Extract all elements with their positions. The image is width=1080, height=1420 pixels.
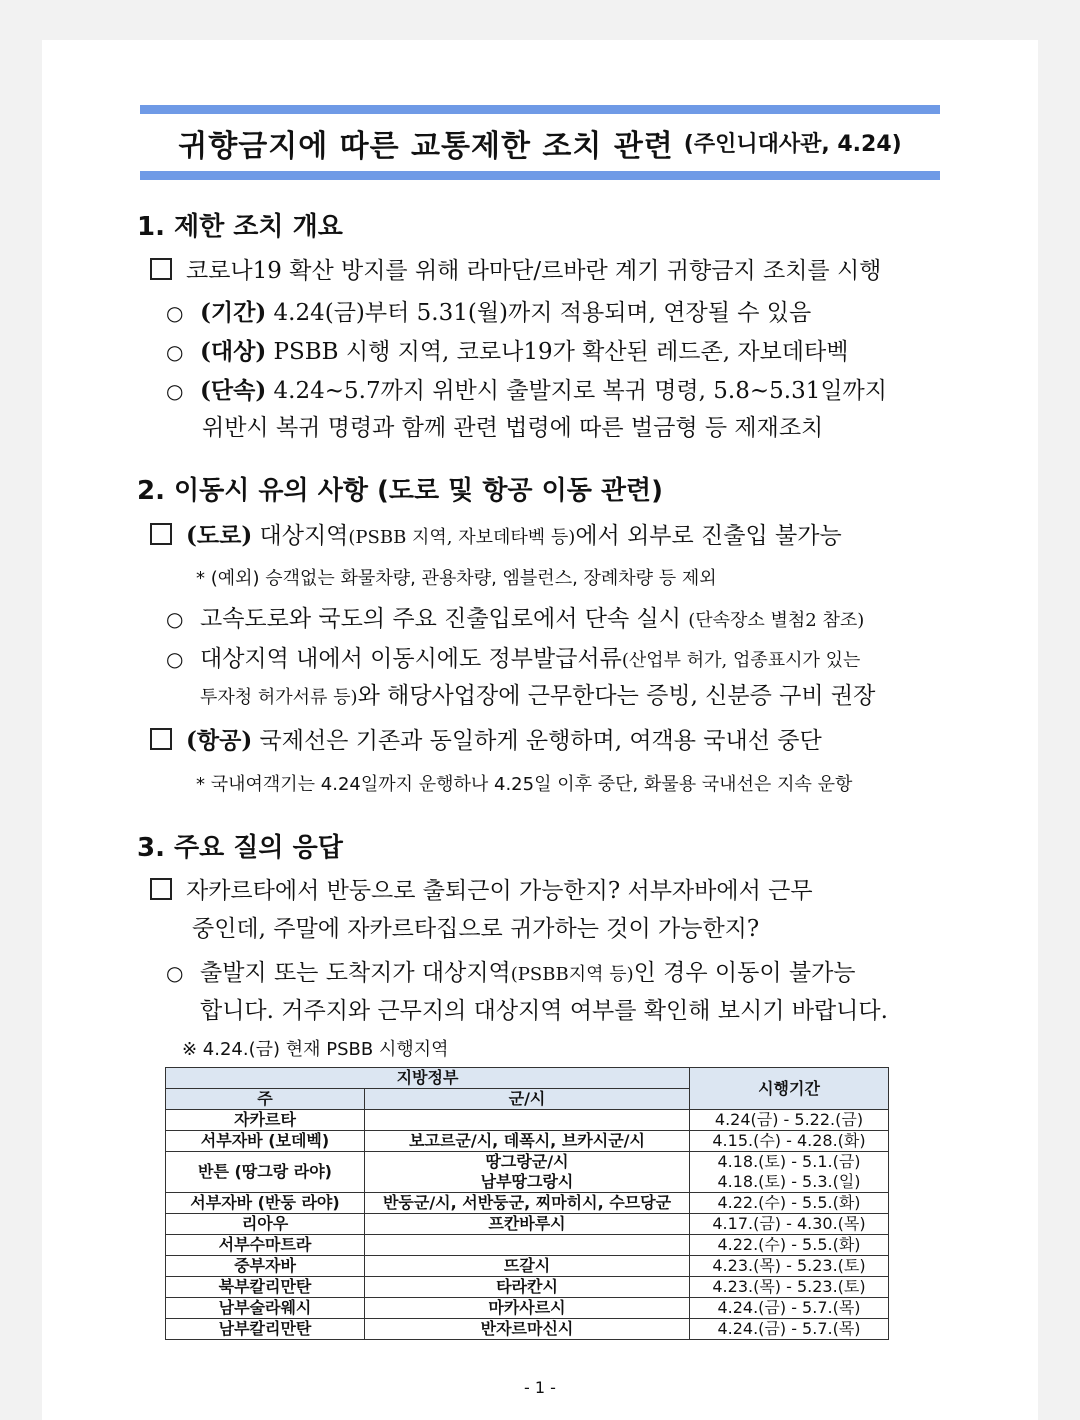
period-cell: 4.22.(수) - 5.5.(화) — [690, 1235, 889, 1256]
s2-air-note: * 국내여객기는 4.24일까지 운행하나 4.25일 이후 중단, 화물용 국내선은 지속 운항 — [196, 774, 853, 795]
title-bar-bottom — [140, 171, 940, 180]
s3-question-2: 중인데, 주말에 자카르타집으로 귀가하는 것이 가능한지? — [192, 916, 760, 942]
table-row — [166, 1193, 889, 1214]
circle-bullet-icon: ○ — [166, 340, 184, 364]
header-local-gov: 지방정부 — [166, 1068, 690, 1089]
header-period: 시행기간 — [690, 1068, 889, 1110]
title-main: 귀향금지에 따른 교통제한 조치 관련 — [178, 128, 674, 164]
period-cell: 4.15.(수) - 4.28.(화) — [690, 1131, 889, 1152]
city-cell: 타라칸시 — [365, 1277, 690, 1298]
s1-item-enforce-cont: 위반시 복귀 명령과 함께 관련 법령에 따른 벌금형 등 제재조치 — [202, 415, 824, 441]
s1-intro — [150, 256, 881, 286]
circle-bullet-icon: ○ — [166, 301, 184, 325]
table-note: ※ 4.24.(금) 현재 PSBB 시행지역 — [182, 1039, 449, 1060]
psbb-table — [165, 1067, 889, 1340]
title-sub: (주인니대사관, 4.24) — [683, 132, 902, 157]
period-cell: 4.22.(수) - 5.5.(화) — [690, 1193, 889, 1214]
s1-item-target: ○ (대상) PSBB 시행 지역, 코로나19가 확산된 레드존, 자보데타벡 — [166, 338, 849, 365]
checkbox-square-icon — [150, 728, 172, 750]
s1-intro-text: 코로나19 확산 방지를 위해 라마단/르바란 계기 귀향금지 조치를 시행 — [186, 258, 882, 284]
table-row — [166, 1298, 889, 1319]
s2-road-item2-cont: 투자청 허가서류 등)와 해당사업장에 근무한다는 증빙, 신분증 구비 권장 — [200, 683, 876, 709]
title-block — [140, 105, 940, 180]
period-cell: 4.17.(금) - 4.30.(목) — [690, 1214, 889, 1235]
header-province: 주 — [166, 1089, 365, 1110]
table-row — [166, 1214, 889, 1235]
s3-answer-2: 합니다. 거주지와 근무지의 대상지역 여부를 확인해 보시기 바랍니다. — [200, 998, 888, 1024]
period-cell: 4.24(금) - 5.22.(금) — [690, 1110, 889, 1131]
s2-road-item1: ○ 고속도로와 국도의 주요 진출입로에서 단속 실시 (단속장소 별첨2 참조) — [166, 606, 865, 632]
title-bar-top — [140, 105, 940, 114]
s1-item-enforce: ○ (단속) 4.24~5.7까지 위반시 출발지로 복귀 명령, 5.8~5.31일까지 — [166, 377, 887, 404]
circle-bullet-icon: ○ — [166, 379, 184, 403]
table-row — [166, 1256, 889, 1277]
city-cell — [365, 1110, 690, 1131]
province-cell: 남부술라웨시 — [166, 1298, 365, 1319]
s2-air: (항공) 국제선은 기존과 동일하게 운행하며, 여객용 국내선 중단 — [150, 726, 822, 756]
province-cell: 서부자바 (보데벡) — [166, 1131, 365, 1152]
checkbox-square-icon — [150, 878, 172, 900]
table-row — [166, 1277, 889, 1298]
province-cell: 서부수마트라 — [166, 1235, 365, 1256]
city-cell — [365, 1235, 690, 1256]
document-page — [42, 40, 1038, 1420]
city-cell: 프칸바루시 — [365, 1214, 690, 1235]
s3-answer-1: ○ 출발지 또는 도착지가 대상지역(PSBB지역 등)인 경우 이동이 불가능 — [166, 960, 856, 986]
city-cell: 반둥군/시, 서반둥군, 찌마히시, 수므당군 — [365, 1193, 690, 1214]
checkbox-square-icon — [150, 523, 172, 545]
province-cell: 리아우 — [166, 1214, 365, 1235]
s2-road: (도로) 대상지역(PSBB 지역, 자보데타벡 등)에서 외부로 진출입 불가능 — [150, 521, 842, 553]
table-row — [166, 1235, 889, 1256]
province-cell: 북부칼리만탄 — [166, 1277, 365, 1298]
province-cell: 서부자바 (반둥 라야) — [166, 1193, 365, 1214]
city-cell: 보고르군/시, 데폭시, 브카시군/시 — [365, 1131, 690, 1152]
province-cell: 남부칼리만탄 — [166, 1319, 365, 1340]
period-cell: 4.24.(금) - 5.7.(목) — [690, 1298, 889, 1319]
period-cell: 4.24.(금) - 5.7.(목) — [690, 1319, 889, 1340]
table-row — [166, 1131, 889, 1152]
city-cell: 땅그랑군/시 남부땅그랑시 — [365, 1152, 690, 1193]
period-cell: 4.23.(목) - 5.23.(토) — [690, 1277, 889, 1298]
section-2-heading: 2. 이동시 유의 사항 (도로 및 항공 이동 관련) — [137, 476, 664, 506]
city-cell: 뜨갈시 — [365, 1256, 690, 1277]
table-row — [166, 1319, 889, 1340]
page-title — [140, 114, 940, 171]
circle-bullet-icon: ○ — [166, 647, 184, 671]
s3-question-1: 자카르타에서 반둥으로 출퇴근이 가능한지? 서부자바에서 근무 — [150, 876, 813, 906]
period-cell: 4.23.(목) - 5.23.(토) — [690, 1256, 889, 1277]
province-cell: 중부자바 — [166, 1256, 365, 1277]
header-city: 군/시 — [365, 1089, 690, 1110]
circle-bullet-icon: ○ — [166, 961, 184, 985]
checkbox-square-icon — [150, 258, 172, 280]
period-cell: 4.18.(토) - 5.1.(금) 4.18.(토) - 5.3.(일) — [690, 1152, 889, 1193]
province-cell: 반튼 (땅그랑 라야) — [166, 1152, 365, 1193]
table-row — [166, 1110, 889, 1131]
table-row — [166, 1152, 889, 1193]
city-cell: 마카사르시 — [365, 1298, 690, 1319]
s2-road-note: * (예외) 승객없는 화물차량, 관용차량, 엠블런스, 장례차량 등 제외 — [196, 568, 717, 589]
circle-bullet-icon: ○ — [166, 607, 184, 631]
page-number: - 1 - — [524, 1378, 556, 1397]
province-cell: 자카르타 — [166, 1110, 365, 1131]
s2-road-item2: ○ 대상지역 내에서 이동시에도 정부발급서류(산업부 허가, 업종표시가 있는 — [166, 646, 861, 672]
city-cell: 반자르마신시 — [365, 1319, 690, 1340]
section-3-heading: 3. 주요 질의 응답 — [137, 833, 343, 863]
s1-item-period: ○ (기간) 4.24(금)부터 5.31(월)까지 적용되며, 연장될 수 있음 — [166, 299, 812, 326]
section-1-heading: 1. 제한 조치 개요 — [137, 212, 343, 242]
